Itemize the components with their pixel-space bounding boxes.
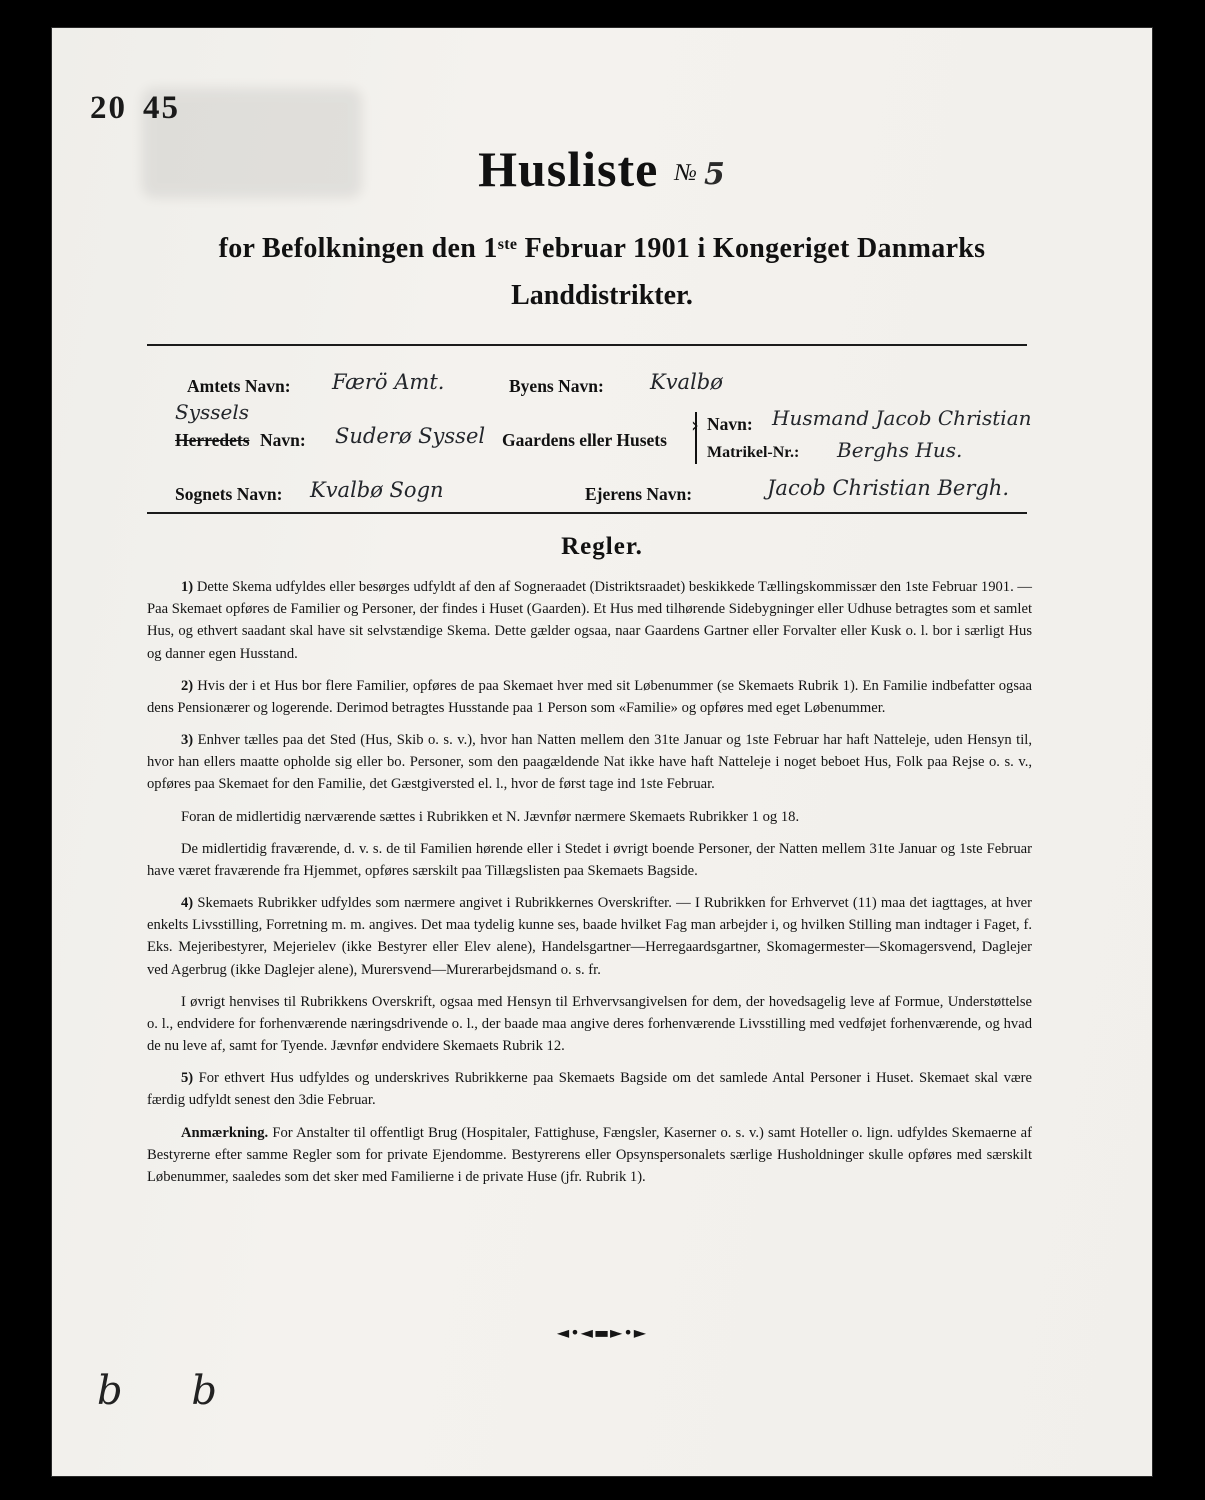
- page-title-text: Husliste: [478, 141, 659, 197]
- list-number: 5: [704, 157, 726, 192]
- subtitle-line-1: [52, 233, 1152, 265]
- subtitle-line-2: Landdistrikter.: [511, 280, 693, 311]
- ornament-divider: ◄•◄▬►•►: [556, 1323, 648, 1342]
- rule-marker-3: 3): [181, 732, 194, 749]
- by-value: Kvalbø: [650, 370, 723, 394]
- herredets-label-suffix: Navn:: [260, 430, 306, 450]
- rule-item-5: [147, 1067, 1032, 1111]
- divider-top: [147, 344, 1027, 346]
- subtitle-part-b: Februar 1901 i Kongeriget Danmarks: [524, 233, 986, 264]
- header-form: [147, 358, 1047, 508]
- rule-item-1: [147, 576, 1032, 665]
- archive-numbers: [90, 90, 180, 127]
- rule-item-3b: [147, 838, 1032, 882]
- matrikel-value: Berghs Hus.: [837, 438, 963, 462]
- rule-text-3b: De midlertidig fraværende, d. v. s. de til Familien hørende eller i Stedet i øvrigt boende Personer, der Natten mellem 31te Januar og 1ste Februar have været fraværende fra Hjemmet, opføres særskilt paa Tillægslisten paa Skemaets Bagside.: [147, 840, 1032, 879]
- page-title: [52, 140, 1152, 198]
- amt-label: Amtets Navn:: [187, 376, 291, 396]
- herredets-label: Herredets: [175, 430, 250, 450]
- sogn-value: Kvalbø Sogn: [310, 478, 444, 502]
- rule-item-3a: [147, 806, 1032, 828]
- rules-heading: Regler.: [561, 533, 643, 560]
- divider-bottom: [147, 512, 1027, 514]
- rule-text-3: Enhver tælles paa det Sted (Hus, Skib o. s. v.), hvor han Natten mellem den 31te Januar og 1ste Februar har haft Natteleje, uden Hensyn til, hvor han ellers maatte opholde sig eller bo. Personer, som den paagældende Nat ikke have haft Natteleje i noget beboet Hus, Folk paa Rejse o. s. v., opføres paa Skemaet for den Familie, det Gæstgiversted el. l., hvor de først tage ind 1ste Februar.: [147, 732, 1032, 793]
- rule-text-3a: Foran de midlertidig nærværende sættes i Rubrikken et N. Jævnfør nærmere Skemaets Rubrikker 1 og 18.: [181, 808, 800, 825]
- rules-note: [147, 1122, 1032, 1189]
- subtitle-superscript: ste: [497, 236, 518, 253]
- number-abbrev: №: [674, 160, 698, 186]
- rule-text-5: For ethvert Hus udfyldes og underskrives Rubrikkerne paa Skemaets Bagside om det samlede Antal Personer i Huset. Skemaet skal være færdig udfyldt senest den 3die Februar.: [147, 1070, 1032, 1109]
- rule-text-2: Hvis der i et Hus bor flere Familier, opføres de paa Skemaet hver med sit Løbenummer (se Skemaets Rubrik 1). En Familie indbefatter ogsaa dens Pensionærer og logerende. Derimod betragtes Husstande paa 1 Person som «Familie» og opføres med eget Løbenummer.: [147, 677, 1032, 716]
- archive-number-left: 20: [90, 90, 127, 126]
- ejer-label: Ejerens Navn:: [585, 484, 693, 504]
- navn-value: Husmand Jacob Christian: [772, 406, 1032, 430]
- note-text: For Anstalter til offentligt Brug (Hospitaler, Fattighuse, Fængsler, Kaserner o. s. v.) samt Hoteller o. lign. udfyldes Skemaerne af Bestyrerne efter samme Regler som for private Ejendomme. Bestyrerens eller Opsynspersonalets særlige Husholdninger skulle opføres med særskilt Løbenummer, saaledes som det sker med Familierne i de private Huse (jfr. Rubrik 1).: [147, 1124, 1033, 1185]
- rule-marker-2: 2): [181, 677, 194, 694]
- rule-item-3: [147, 729, 1032, 796]
- note-label: Anmærkning.: [181, 1124, 269, 1141]
- gaarden-label: Gaardens eller Husets: [502, 430, 667, 450]
- archive-number-right: 45: [143, 90, 180, 126]
- subtitle-part-a: for Befolkningen den 1: [218, 233, 498, 264]
- rule-text-1: Dette Skema udfyldes eller besørges udfyldt af den af Sogneraadet (Distriktsraadet) beskikkede Tællingskommissær den 1ste Februar 1901. — Paa Skemaet opføres de Familier og Personer, der findes i Huset (Gaarden). Et Hus med tilhørende Sidebygninger eller Udhuse betragtes som et samlet Hus, og ethvert saadant skal have sit selvstændige Skema. Dette gælder ogsaa, naar Gaardens Gartner eller Forvalter eller Kusk o. l. bor i særligt Hus og danner egen Husstand.: [147, 579, 1032, 662]
- rule-marker-5: 5): [181, 1070, 194, 1087]
- rule-marker-4: 4): [181, 895, 194, 912]
- by-label: Byens Navn:: [509, 376, 604, 396]
- amt-value: Færö Amt.: [332, 370, 445, 394]
- syssels-handwritten: Syssels: [175, 400, 250, 424]
- herred-value: Suderø Syssel: [335, 424, 486, 448]
- form-sheet: [52, 28, 1152, 1476]
- scanned-page: [52, 28, 1152, 1476]
- brace-top-tick: ›: [691, 413, 699, 437]
- rule-item-2: [147, 675, 1032, 719]
- matrikel-label: Matrikel-Nr.:: [707, 444, 800, 461]
- navn-label: Navn:: [707, 414, 753, 434]
- ejer-value: Jacob Christian Bergh.: [767, 476, 1010, 500]
- rules-body: [147, 576, 1032, 1198]
- rule-item-4: [147, 892, 1032, 981]
- rule-item-4a: [147, 991, 1032, 1058]
- rule-text-4: Skemaets Rubrikker udfyldes som nærmere angivet i Rubrikkernes Overskrifter. — I Rubrikken for Erhvervet (11) maa det iagttages, at hver enkelts Livsstilling, Forretning m. m. angives. Det maa tydelig kunne ses, baade hvilket Fag man arbejder i, og hvilken Stilling man indtager i Faget, f. Eks. Mejeribestyrer, Mejerielev (ikke Bestyrer eller Elev alene), Handelsgartner—Herregaardsgartner, Skomagermester—Skomagersvend, Daglejer ved Agerbrug (ikke Daglejer alene), Murersvend—Murerarbejdsmand o. s. fr.: [147, 895, 1032, 978]
- rule-marker-1: 1): [181, 579, 194, 595]
- pencil-annotation: b b: [97, 1368, 245, 1414]
- rule-text-4a: I øvrigt henvises til Rubrikkens Overskrift, ogsaa med Hensyn til Erhvervsangivelsen for dem, der hovedsagelig leve af Formue, Understøttelse o. l., endvidere for forhenværende næringsdrivende o. l., der baade maa angive deres forhenværende Livsstilling med vedføjet forhenværende, og hvad de nu leve af, samt for Tyende. Jævnfør endvidere Skemaets Rubrik 12.: [147, 993, 1032, 1055]
- sogn-label: Sognets Navn:: [175, 484, 283, 504]
